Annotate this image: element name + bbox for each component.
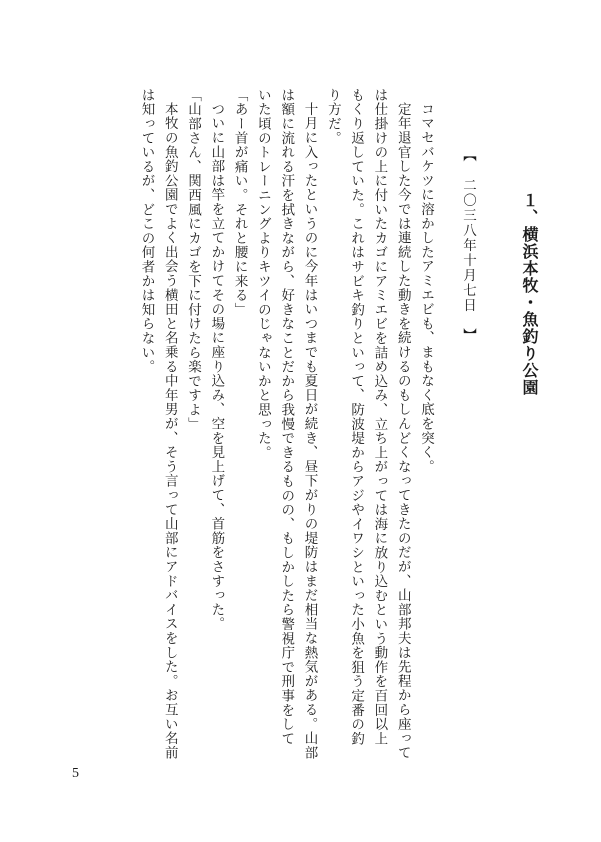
paragraph: ついに山部は竿を立てかけてその場に座り込み、空を見上げて、首筋をさすった。: [208, 101, 225, 631]
chapter-title: １、横浜本牧・魚釣り公園: [520, 192, 539, 396]
paragraph: 本牧の魚釣公園でよく出会う横田と名乗る中年男が、そう言って山部にアドバイスをした。お互い名前は知っているが、どこの何者かは知らない。: [138, 88, 178, 760]
page-number: 5: [72, 766, 79, 781]
vertical-text-block: [134, 88, 541, 760]
paragraph: コマセバケツに溶かしたアミエビも、まもなく底を突く。: [418, 101, 434, 474]
paragraph: 定年退官した今では連続した動きを続けるのもしんどくなってきたのだが、山部邦夫は先程から座っては仕掛けの上に付いたカゴにアミエビを詰め込み、立ち上がっては海に放り込むという動作を百回以上もくり返していた。これはサビキ釣りといって、防波堤からアジやイワシといった小魚を狙う定番の釣り方だ。: [324, 88, 411, 760]
date-heading: 【 二〇三八年十月七日 】: [460, 148, 476, 343]
dialogue-line: 「あー首が痛い。それと腰に来る」: [231, 88, 248, 317]
paragraph: 十月に入ったというのに今年はいつまでも夏日が続き、昼下がりの堤防はまだ相当な熱気がある。山部は額に流れる汗を拭きながら、好きなことだから我慢できるものの、もしかしたら警視庁で刑事をしていた頃のトレーニングよりキツイのじゃないかと思った。: [254, 88, 318, 760]
dialogue-line: 「山部さん、関西風にカゴを下に付けたら楽ですよ」: [185, 88, 202, 432]
